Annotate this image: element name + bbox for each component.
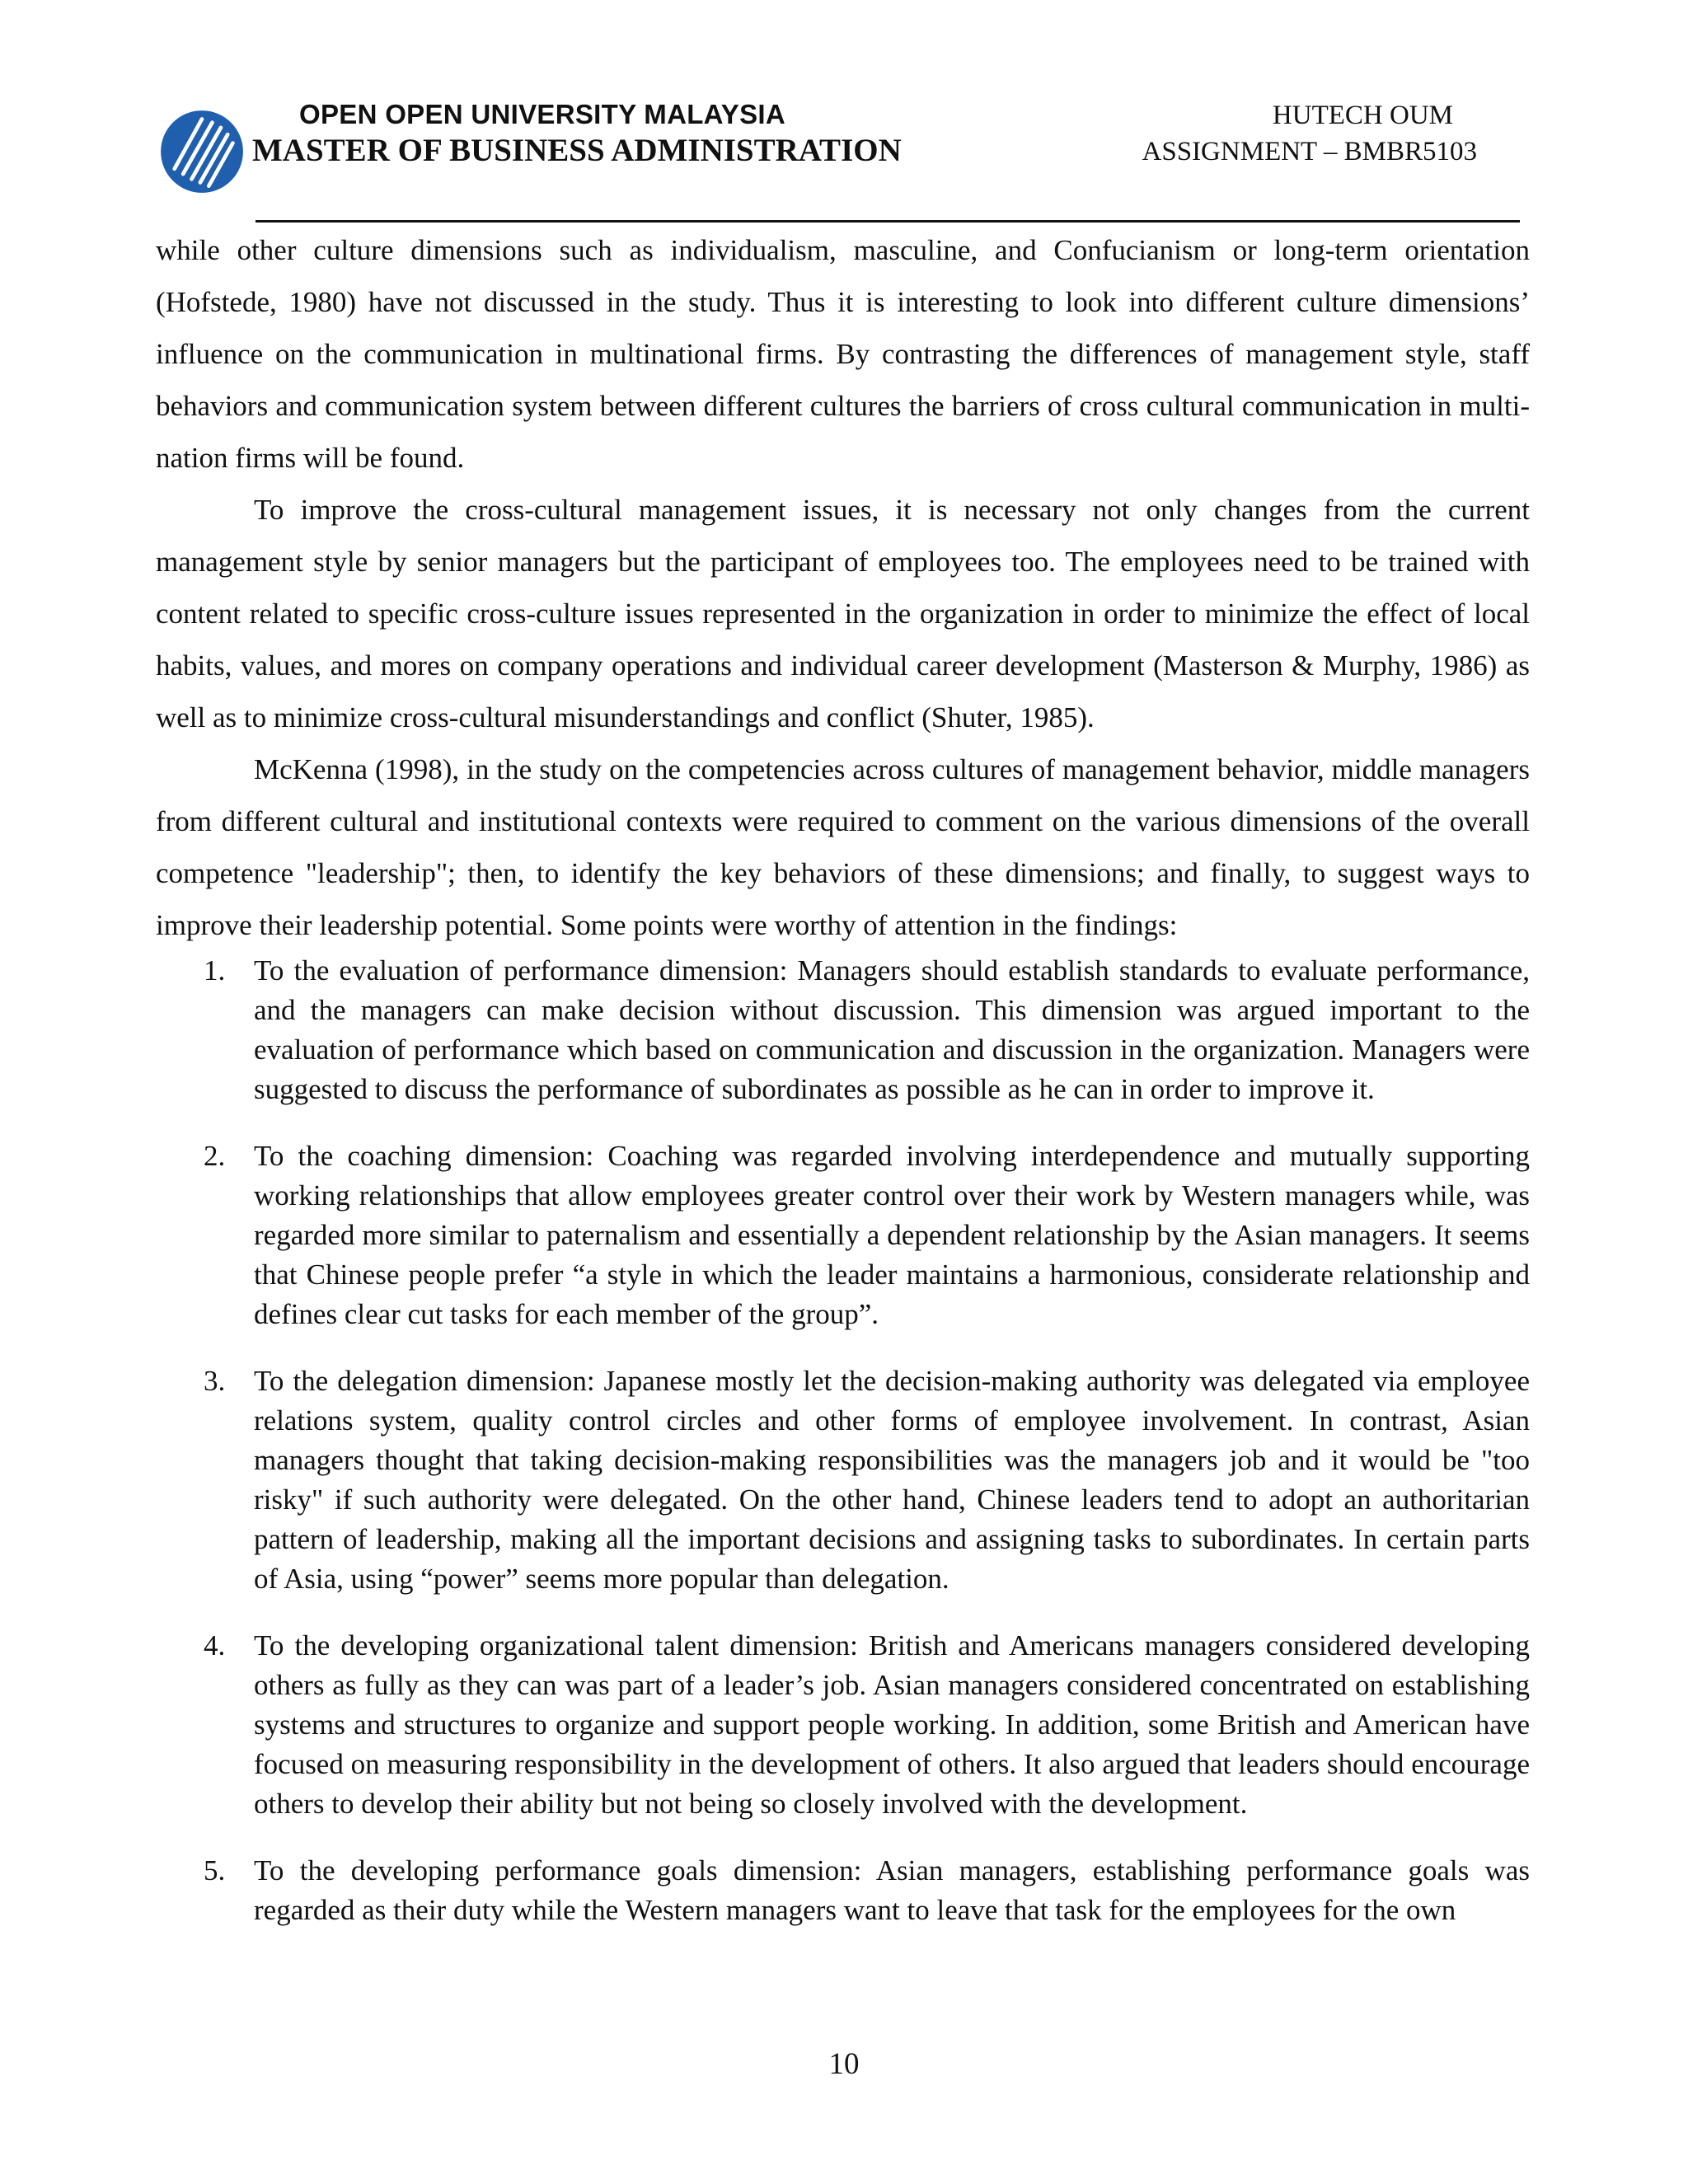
paragraph: To improve the cross-cultural management issues, it is necessary not only changes from the current management style by senior managers but the participant of employees too. The employees need to be trained with content related to specific cross-culture issues represented in the organization in order to minimize the effect of local habits, values, and mores on company operations and individual career development (Masterson & Murphy, 1986) as well as to minimize cross-cultural misunderstandings and conflict (Shuter, 1985). [156,494,1530,733]
page-number: 10 [828,2047,860,2081]
findings-list [156,951,1530,1930]
assignment-label: ASSIGNMENT – BMBR5103 [1142,137,1477,166]
oum-globe-logo-icon [159,109,245,194]
program-title: MASTER OF BUSINESS ADMINISTRATION [252,133,902,168]
list-number: 5. [204,1854,226,1886]
header-divider [256,220,1520,223]
institution-label: HUTECH OUM [1272,101,1453,130]
list-item-text: To the evaluation of performance dimension: Managers should establish standards to evaluate performance, and the managers can make decision without discussion. This dimension was argued important to the evaluation of performance which based on communication and discussion in the organization. Managers were suggested to discuss the performance of subordinates as possible as he can in order to improve it. [254,954,1530,1105]
list-item [156,951,1530,1109]
list-number: 4. [204,1629,226,1661]
list-item [156,1851,1530,1930]
list-item-text: To the coaching dimension: Coaching was regarded involving interdependence and mutually supporting working relationships that allow employees greater control over their work by Western managers while, was regarded more similar to paternalism and essentially a dependent relationship by the Asian managers. It seems that Chinese people prefer “a style in which the leader maintains a harmonious, considerate relationship and defines clear cut tasks for each member of the group”. [254,1140,1530,1330]
list-number: 2. [204,1140,226,1172]
page-header [0,0,1688,231]
list-item [156,1137,1530,1334]
list-item [156,1626,1530,1824]
document-body [156,224,1530,1957]
university-name: OPEN OPEN UNIVERSITY MALAYSIA [299,99,785,129]
paragraph: while other culture dimensions such as individualism, masculine, and Confucianism or long-term orientation (Hofstede, 1980) have not discussed in the study. Thus it is interesting to look into different culture dimensions’ influence on the communication in multinational firms. By contrasting the differences of management style, staff behaviors and communication system between different cultures the barriers of cross cultural communication in multi-nation firms will be found. [156,234,1530,474]
list-item-text: To the developing performance goals dimension: Asian managers, establishing performance goals was regarded as their duty while the Western managers want to leave that task for the employees for the own [254,1854,1530,1926]
list-number: 3. [204,1365,226,1397]
list-item-text: To the delegation dimension: Japanese mostly let the decision-making authority was delegated via employee relations system, quality control circles and other forms of employee involvement. In contrast, Asian managers thought that taking decision-making responsibilities was the managers job and it would be "too risky" if such authority were delegated. On the other hand, Chinese leaders tend to adopt an authoritarian pattern of leadership, making all the important decisions and assigning tasks to subordinates. In certain parts of Asia, using “power” seems more popular than delegation. [254,1365,1530,1595]
paragraph: McKenna (1998), in the study on the competencies across cultures of management behavior, middle managers from different cultural and institutional contexts were required to comment on the various dimensions of the overall competence "leadership"; then, to identify the key behaviors of these dimensions; and finally, to suggest ways to improve their leadership potential. Some points were worthy of attention in the findings: [156,753,1530,941]
list-item [156,1361,1530,1599]
list-number: 1. [204,954,226,987]
list-item-text: To the developing organizational talent dimension: British and Americans managers considered developing others as fully as they can was part of a leader’s job. Asian managers considered concentrated on establishing systems and structures to organize and support people working. In addition, some British and American have focused on measuring responsibility in the development of others. It also argued that leaders should encourage others to develop their ability but not being so closely involved with the development. [254,1629,1530,1820]
